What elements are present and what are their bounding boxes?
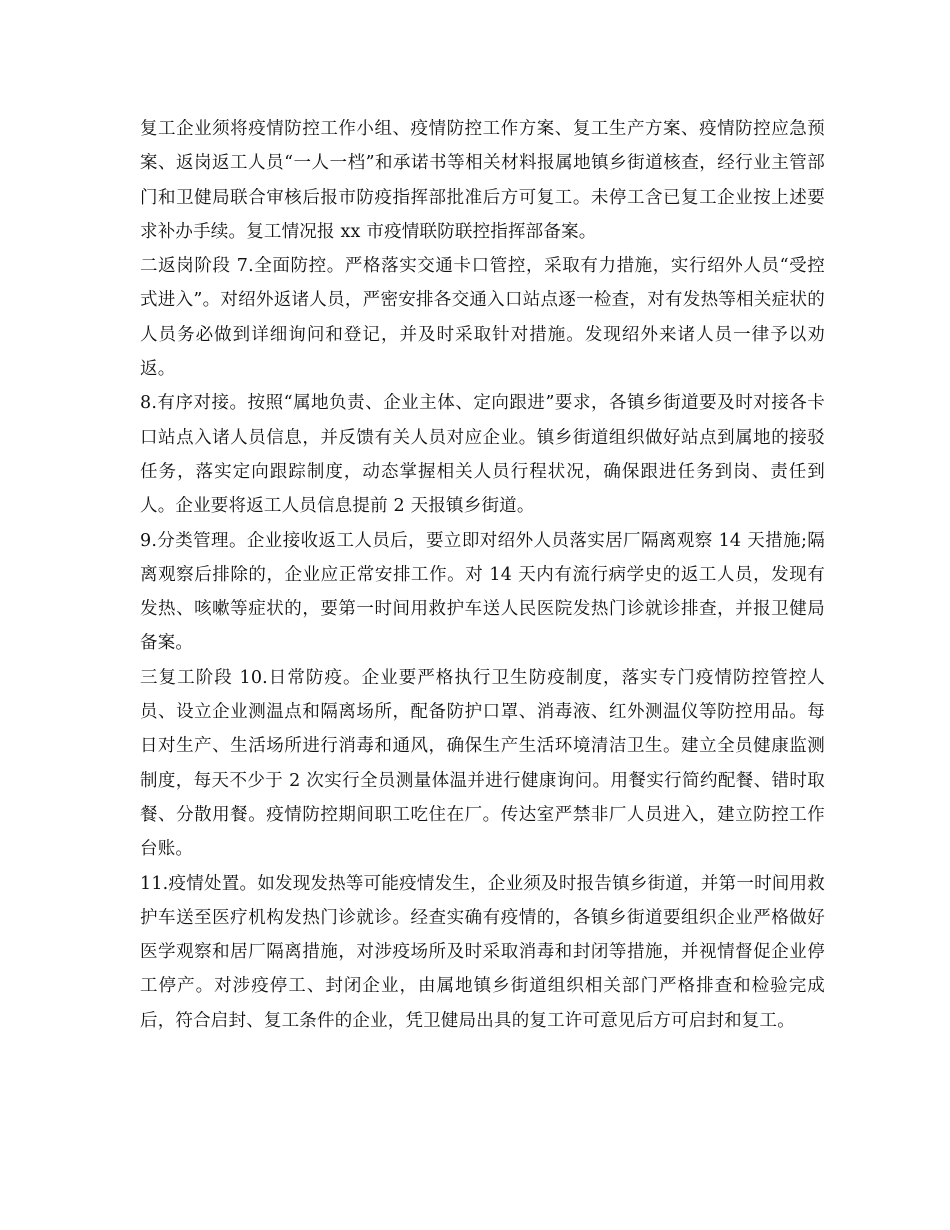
paragraph-daily-prevention: 三复工阶段 10.日常防疫。企业要严格执行卫生防疫制度，落实专门疫情防控管控人员、设立企业测温点和隔离场所，配备防护口罩、消毒液、红外测温仪等防控用品。每日对生产、生活场所进行消毒和通风，确保生产生活环境清洁卫生。建立全员健康监测制度，每天不少于 2 次实行全员测量体温并进行健康询问。用餐实行简约配餐、错时取餐、分散用餐。疫情防控期间职工吃住在厂。传达室严禁非厂人员进入，建立防控工作台账。	[140, 667, 825, 860]
paragraph-enterprise-review: 复工企业须将疫情防控工作小组、疫情防控工作方案、复工生产方案、疫情防控应急预案、返岗返工人员“一人一档”和承诺书等相关材料报属地镇乡街道核查，经行业主管部门和卫健局联合审核后报市防疫指挥部批准后方可复工。未停工含已复工企业按上述要求补办手续。复工情况报 xx 市疫情联防联控指挥部备案。	[140, 119, 825, 242]
paragraph-classified-management: 9.分类管理。企业接收返工人员后，要立即对绍外人员落实居厂隔离观察 14 天措施;隔离观察后排除的，企业应正常安排工作。对 14 天内有流行病学史的返工人员，发现有发热、咳嗽等症状的，要第一时间用救护车送人民医院发热门诊就诊排查，并报卫健局备案。	[140, 530, 825, 654]
document-body	[140, 112, 825, 1038]
paragraph-orderly-docking: 8.有序对接。按照“属地负责、企业主体、定向跟进”要求，各镇乡街道要及时对接各卡口站点入诸人员信息，并反馈有关人员对应企业。镇乡街道组织做好站点到属地的接驳任务，落实定向跟踪制度，动态掌握相关人员行程状况，确保跟进任务到岗、责任到人。企业要将返工人员信息提前 2 天报镇乡街道。	[140, 393, 825, 517]
paragraph-epidemic-handling: 11.疫情处置。如发现发热等可能疫情发生，企业须及时报告镇乡街道，并第一时间用救护车送至医疗机构发热门诊就诊。经查实确有疫情的，各镇乡街道要组织企业严格做好医学观察和居厂隔离措施，对涉疫场所及时采取消毒和封闭等措施，并视情督促企业停工停产。对涉疫停工、封闭企业，由属地镇乡街道组织相关部门严格排查和检验完成后，符合启封、复工条件的企业，凭卫健局出具的复工许可意见后方可启封和复工。	[140, 873, 825, 1031]
paragraph-return-stage-control: 二返岗阶段 7.全面防控。严格落实交通卡口管控，采取有力措施，实行绍外人员“受控式进入”。对绍外返诸人员，严密安排各交通入口站点逐一检查，对有发热等相关症状的人员务必做到详细询问和登记，并及时采取针对措施。发现绍外来诸人员一律予以劝返。	[140, 256, 825, 380]
